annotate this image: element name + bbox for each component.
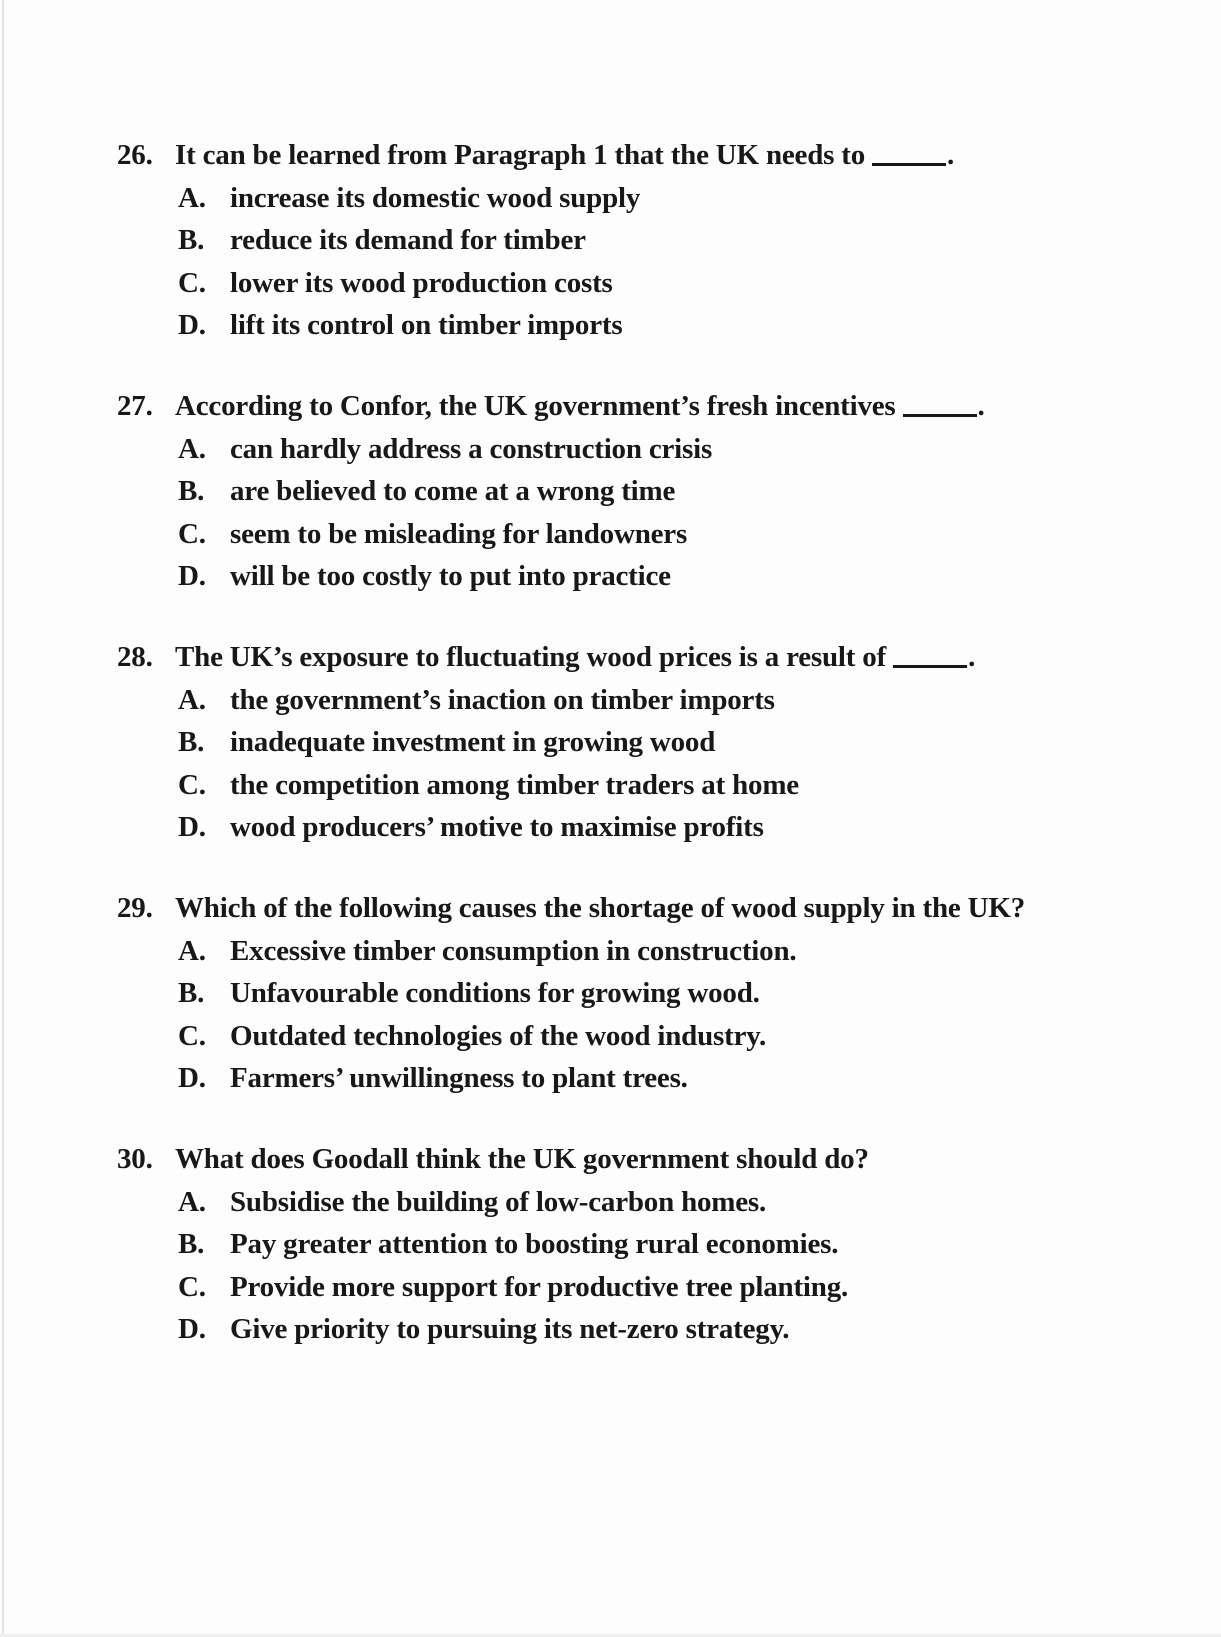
option-letter: D.	[178, 1313, 206, 1345]
option-letter: A.	[178, 1185, 206, 1218]
option-text: Subsidise the building of low-carbon homes.	[230, 1185, 767, 1218]
option-letter: B.	[178, 475, 205, 507]
option-text: wood producers’ motive to maximise profits	[230, 811, 764, 843]
stem-end-punctuation: .	[947, 139, 955, 171]
option-text: increase its domestic wood supply	[230, 181, 641, 214]
question-block-29	[117, 887, 1132, 1100]
option-row	[178, 262, 1132, 305]
question-stem-text: Which of the following causes the shortage of wood supply in the UK?	[175, 892, 1026, 924]
answer-blank-line	[893, 662, 967, 668]
option-text: Excessive timber consumption in construction.	[230, 934, 797, 967]
question-block-27	[117, 385, 1132, 598]
question-stem-text: According to Confor, the UK government’s fresh incentives	[175, 390, 896, 422]
option-text: will be too costly to put into practice	[230, 560, 671, 592]
option-letter: D.	[178, 811, 206, 843]
question-stem-text: It can be learned from Paragraph 1 that the UK needs to	[175, 139, 866, 171]
option-row	[178, 930, 1132, 973]
scan-left-edge-line	[2, 0, 4, 1637]
option-letter: C.	[178, 266, 206, 299]
option-letter: C.	[178, 517, 206, 550]
option-letter: C.	[178, 1270, 206, 1303]
option-letter: D.	[178, 309, 206, 341]
stem-end-punctuation: .	[968, 641, 976, 673]
answer-blank-line	[872, 160, 946, 166]
question-head	[117, 134, 1132, 177]
question-stem-text: The UK’s exposure to fluctuating wood prices is a result of	[175, 641, 887, 673]
question-number: 30.	[117, 1143, 153, 1175]
option-text: lift its control on timber imports	[230, 309, 623, 341]
option-text: Farmers’ unwillingness to plant trees.	[230, 1062, 688, 1094]
answer-blank-line	[903, 411, 977, 417]
option-row	[178, 721, 1132, 764]
option-row	[178, 513, 1132, 556]
option-letter: B.	[178, 1228, 205, 1260]
option-row	[178, 679, 1132, 722]
option-row	[178, 1057, 1132, 1100]
option-text: can hardly address a construction crisis	[230, 432, 713, 465]
option-letter: C.	[178, 1019, 206, 1052]
question-number: 27.	[117, 390, 153, 422]
option-text: Outdated technologies of the wood industry.	[230, 1019, 766, 1052]
option-text: Provide more support for productive tree planting.	[230, 1270, 849, 1303]
option-letter: A.	[178, 934, 206, 967]
question-number: 28.	[117, 641, 153, 673]
question-head	[117, 887, 1132, 930]
question-stem	[175, 887, 1132, 930]
question-block-30	[117, 1138, 1132, 1351]
option-row	[178, 470, 1132, 513]
option-letter: C.	[178, 768, 206, 801]
option-text: lower its wood production costs	[230, 266, 613, 299]
option-row	[178, 304, 1132, 347]
question-stem	[175, 385, 1132, 428]
option-text: the government’s inaction on timber imports	[230, 683, 775, 716]
question-stem	[175, 636, 1132, 679]
question-stem-text: What does Goodall think the UK government should do?	[175, 1143, 869, 1175]
option-text: are believed to come at a wrong time	[230, 475, 676, 507]
option-row	[178, 219, 1132, 262]
option-letter: B.	[178, 977, 205, 1009]
option-text: reduce its demand for timber	[230, 224, 586, 256]
option-row	[178, 1181, 1132, 1224]
question-head	[117, 385, 1132, 428]
option-text: inadequate investment in growing wood	[230, 726, 716, 758]
option-text: Give priority to pursuing its net-zero strategy.	[230, 1313, 790, 1345]
option-row	[178, 177, 1132, 220]
option-row	[178, 1308, 1132, 1351]
option-row	[178, 972, 1132, 1015]
question-head	[117, 636, 1132, 679]
questions-list	[117, 134, 1132, 1389]
option-text: seem to be misleading for landowners	[230, 517, 688, 550]
option-letter: A.	[178, 683, 206, 716]
option-letter: B.	[178, 224, 205, 256]
option-row	[178, 1223, 1132, 1266]
stem-end-punctuation: .	[977, 390, 985, 422]
option-row	[178, 1015, 1132, 1058]
option-letter: B.	[178, 726, 205, 758]
option-row	[178, 555, 1132, 598]
option-row	[178, 428, 1132, 471]
question-block-28	[117, 636, 1132, 849]
option-letter: D.	[178, 1062, 206, 1094]
option-row	[178, 1266, 1132, 1309]
question-stem	[175, 1138, 1132, 1181]
question-number: 26.	[117, 139, 153, 171]
option-row	[178, 806, 1132, 849]
option-text: Pay greater attention to boosting rural economies.	[230, 1228, 839, 1260]
question-block-26	[117, 134, 1132, 347]
option-text: Unfavourable conditions for growing wood.	[230, 977, 760, 1009]
option-letter: A.	[178, 181, 206, 214]
question-number: 29.	[117, 892, 153, 924]
question-head	[117, 1138, 1132, 1181]
option-letter: D.	[178, 560, 206, 592]
option-row	[178, 764, 1132, 807]
option-letter: A.	[178, 432, 206, 465]
option-text: the competition among timber traders at home	[230, 768, 799, 801]
question-stem	[175, 134, 1132, 177]
